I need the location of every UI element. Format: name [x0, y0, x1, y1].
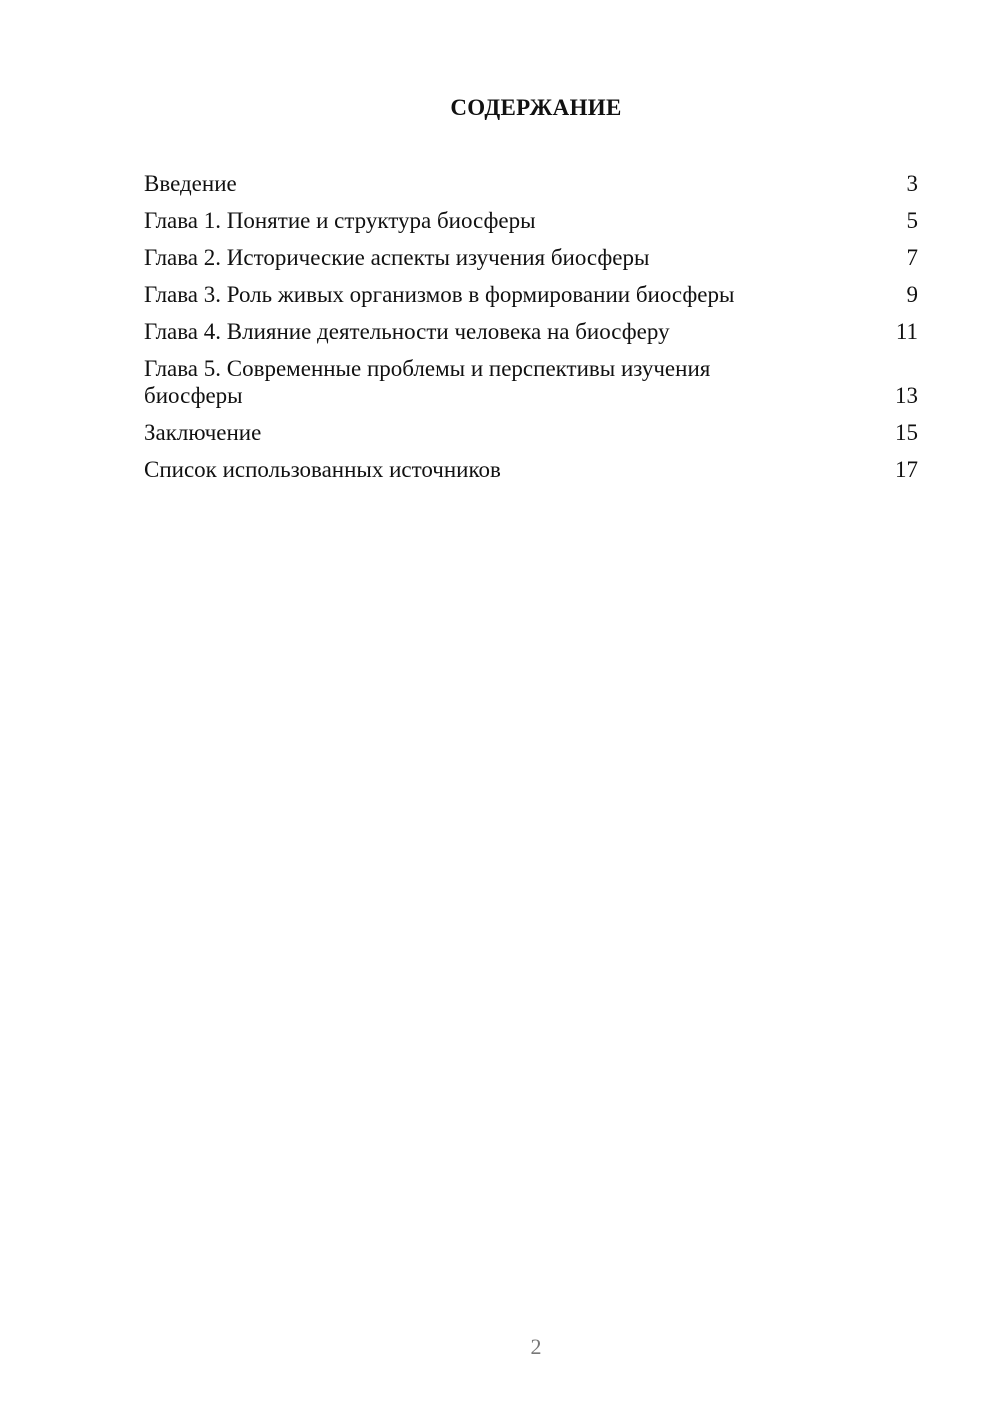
toc-entry-chapter-1	[144, 207, 918, 234]
toc-entry-label: Заключение	[144, 420, 262, 445]
toc-entry-page: 5	[906, 208, 918, 233]
toc-entry-label: Глава 2. Исторические аспекты изучения биосферы	[144, 245, 650, 270]
toc-entry-label: Список использованных источников	[144, 457, 501, 482]
toc-entry-page: 7	[906, 245, 918, 270]
toc-entry-page: 11	[895, 319, 918, 344]
page-number: 2	[530, 1334, 542, 1359]
toc-entry-page: 15	[895, 420, 918, 445]
toc-entry-introduction	[144, 170, 918, 197]
toc-entry-page: 13	[895, 383, 918, 408]
toc-entry-conclusion	[144, 419, 918, 446]
toc-entry-label: Глава 1. Понятие и структура биосферы	[144, 208, 536, 233]
toc-entry-label: Глава 4. Влияние деятельности человека на биосферу	[144, 319, 670, 344]
toc-entry-chapter-2	[144, 244, 918, 271]
toc-entry-label: Введение	[144, 171, 237, 196]
table-of-contents	[144, 170, 918, 493]
toc-entry-chapter-4	[144, 318, 918, 345]
toc-entry-page: 3	[906, 171, 918, 196]
toc-entry-references	[144, 456, 918, 483]
toc-title: СОДЕРЖАНИЕ	[450, 95, 622, 120]
toc-entry-chapter-3	[144, 281, 918, 308]
toc-entry-chapter-5	[144, 355, 918, 409]
toc-entry-page: 9	[906, 282, 918, 307]
toc-entry-label: Глава 3. Роль живых организмов в формировании биосферы	[144, 282, 735, 307]
toc-entry-label: Глава 5. Современные проблемы и перспективы изучения биосферы	[144, 356, 711, 408]
toc-entry-page: 17	[895, 457, 918, 482]
